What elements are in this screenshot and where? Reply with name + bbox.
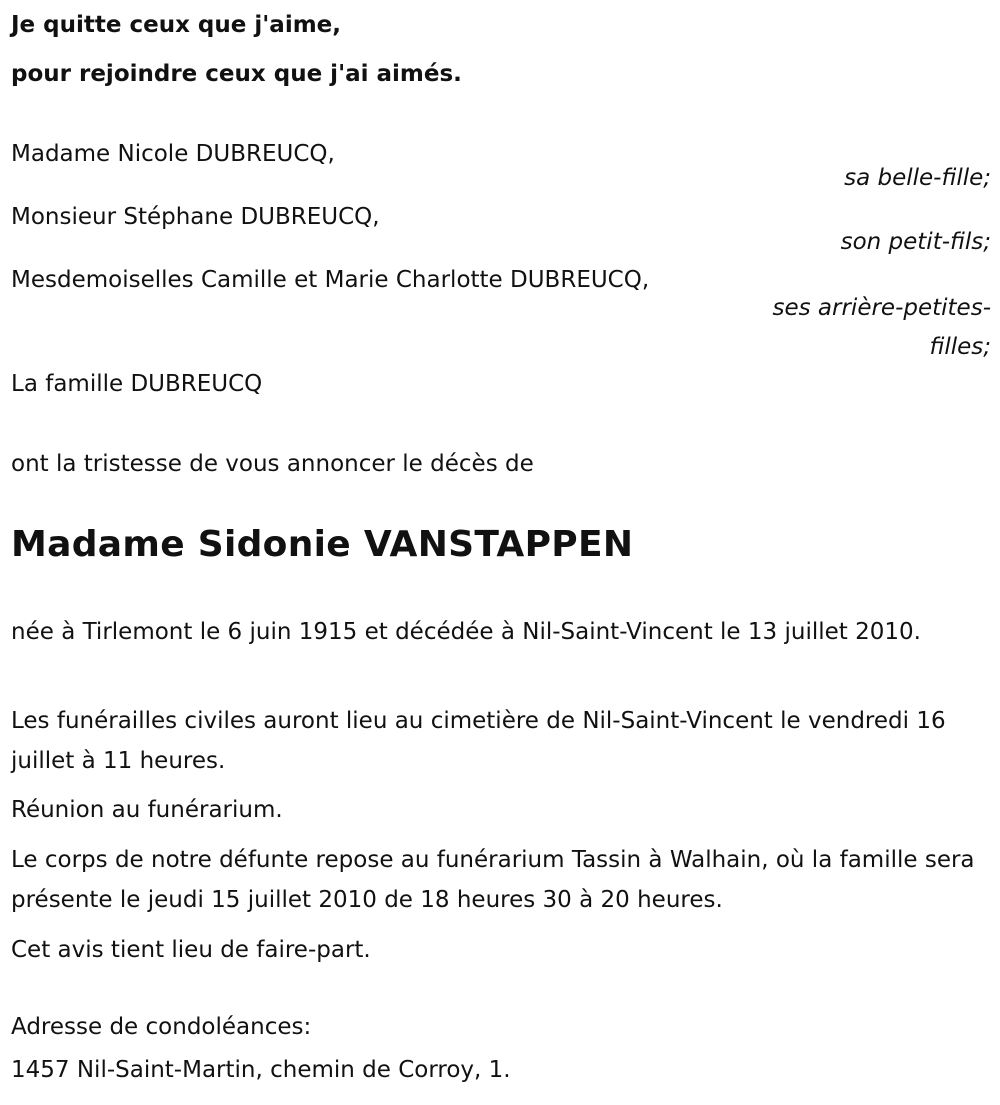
mourner-name: Monsieur Stéphane DUBREUCQ, bbox=[11, 204, 380, 230]
mourner-name: Mesdemoiselles Camille et Marie Charlotte DUBREUCQ, bbox=[11, 267, 650, 293]
mourner-relation: sa belle-fille; bbox=[844, 165, 991, 191]
viewing-paragraph: Le corps de notre défunte repose au funérarium Tassin à Walhain, où la famille sera présente le jeudi 15 juillet 2010 de 18 heures 30 à 20 heures. bbox=[11, 847, 975, 913]
deceased-name: Madame Sidonie VANSTAPPEN bbox=[11, 524, 634, 565]
funeral-paragraph: Les funérailles civiles auront lieu au cimetière de Nil-Saint-Vincent le vendredi 16 juillet à 11 heures. bbox=[11, 708, 946, 774]
notice-paragraph: Cet avis tient lieu de faire-part. bbox=[11, 937, 371, 963]
quote-line-2: pour rejoindre ceux que j'ai aimés. bbox=[11, 61, 462, 87]
mourner-relation: son petit-fils; bbox=[840, 229, 991, 255]
announcement-line: ont la tristesse de vous annoncer le décès de bbox=[11, 451, 534, 477]
mourner-relation: ses arrière-petites-filles; bbox=[772, 295, 991, 360]
family-line: La famille DUBREUCQ bbox=[11, 371, 263, 397]
birth-death-paragraph: née à Tirlemont le 6 juin 1915 et décédée à Nil-Saint-Vincent le 13 juillet 2010. bbox=[11, 619, 921, 645]
mourner-name: Madame Nicole DUBREUCQ, bbox=[11, 141, 335, 167]
meeting-paragraph: Réunion au funérarium. bbox=[11, 797, 283, 823]
quote-line-1: Je quitte ceux que j'aime, bbox=[11, 12, 342, 38]
condolences-label: Adresse de condoléances: bbox=[11, 1014, 312, 1040]
condolences-address: 1457 Nil-Saint-Martin, chemin de Corroy, 1. bbox=[11, 1057, 511, 1083]
